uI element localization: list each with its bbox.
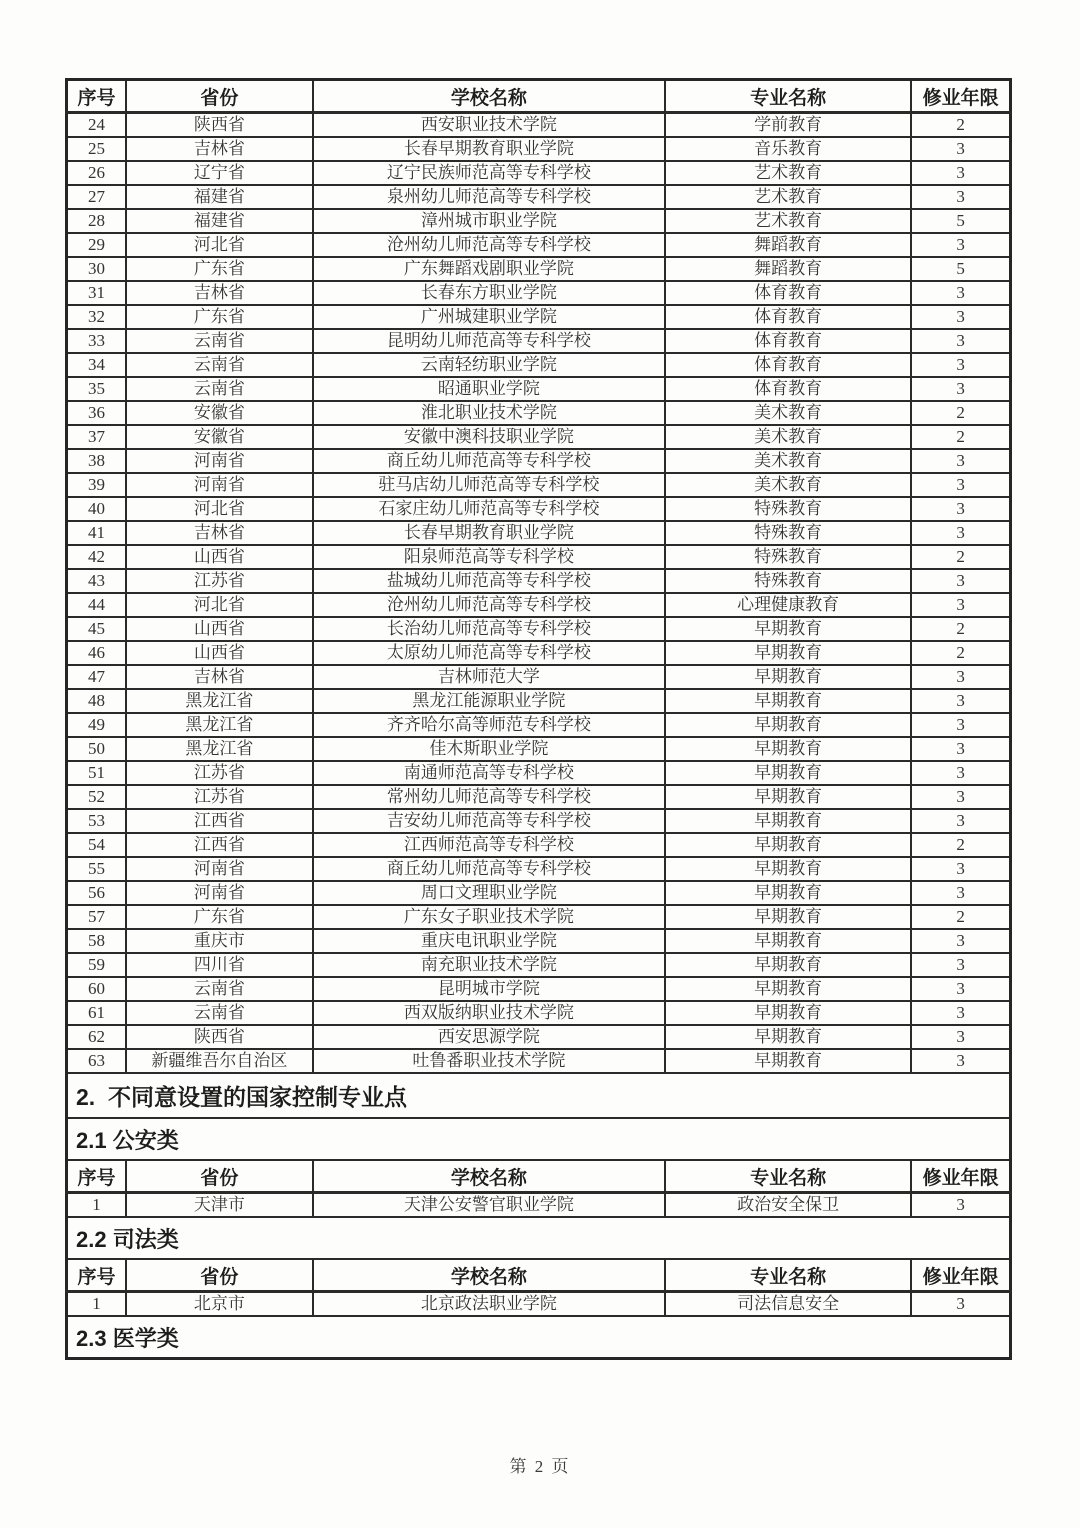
table-cell: 早期教育 (665, 785, 911, 809)
table-row (67, 161, 1011, 185)
table-cell: 3 (911, 137, 1010, 161)
table-row (67, 1292, 1011, 1317)
table-row (67, 665, 1011, 689)
table-cell: 心理健康教育 (665, 593, 911, 617)
table-cell: 美术教育 (665, 401, 911, 425)
table-cell: 黑龙江能源职业学院 (313, 689, 665, 713)
table-cell: 3 (911, 569, 1010, 593)
table-cell: 学前教育 (665, 113, 911, 138)
table-cell: 长春早期教育职业学院 (313, 137, 665, 161)
table-cell: 2 (911, 425, 1010, 449)
table-cell: 南通师范高等专科学校 (313, 761, 665, 785)
table-cell: 云南省 (126, 329, 313, 353)
table-cell: 早期教育 (665, 737, 911, 761)
table-cell: 3 (911, 737, 1010, 761)
table-cell: 35 (67, 377, 126, 401)
table-cell: 山西省 (126, 641, 313, 665)
table-cell: 早期教育 (665, 953, 911, 977)
table-cell: 3 (911, 809, 1010, 833)
table-cell: 早期教育 (665, 1025, 911, 1049)
table-cell: 特殊教育 (665, 521, 911, 545)
table-cell: 53 (67, 809, 126, 833)
section-rejected-row (67, 1073, 1011, 1118)
table-cell: 体育教育 (665, 305, 911, 329)
table-row (67, 1001, 1011, 1025)
table-row (67, 857, 1011, 881)
table-cell: 艺术教育 (665, 209, 911, 233)
table-cell: 重庆市 (126, 929, 313, 953)
table-cell: 2 (911, 641, 1010, 665)
table-cell: 3 (911, 161, 1010, 185)
table-cell: 3 (911, 929, 1010, 953)
table-row (67, 905, 1011, 929)
table-row (67, 1049, 1011, 1073)
col-header-major: 专业名称 (665, 80, 911, 113)
table-cell: 云南省 (126, 1001, 313, 1025)
table-cell: 56 (67, 881, 126, 905)
section-public-security-row (67, 1118, 1011, 1160)
table-cell: 早期教育 (665, 761, 911, 785)
public-security-header-row (67, 1160, 1011, 1193)
table-row (67, 233, 1011, 257)
table-cell: 河南省 (126, 449, 313, 473)
table-cell: 艺术教育 (665, 185, 911, 209)
table-cell: 天津市 (126, 1193, 313, 1218)
table-cell: 商丘幼儿师范高等专科学校 (313, 857, 665, 881)
table-cell: 54 (67, 833, 126, 857)
table-row (67, 785, 1011, 809)
col-header-province: 省份 (126, 1259, 313, 1292)
table-cell: 体育教育 (665, 377, 911, 401)
judicial-header-row (67, 1259, 1011, 1292)
col-header-duration: 修业年限 (911, 1160, 1010, 1193)
table-row (67, 425, 1011, 449)
table-row (67, 545, 1011, 569)
table-cell: 泉州幼儿师范高等专科学校 (313, 185, 665, 209)
table-cell: 黑龙江省 (126, 737, 313, 761)
section-public-security-title: 2.1 公安类 (67, 1118, 1011, 1160)
table-cell: 3 (911, 1292, 1010, 1317)
page-number: 第 2 页 (509, 1457, 571, 1476)
table-cell: 安徽省 (126, 425, 313, 449)
table-cell: 江苏省 (126, 785, 313, 809)
table-cell: 3 (911, 449, 1010, 473)
section-medical-title: 2.3 医学类 (67, 1316, 1011, 1359)
table-cell: 西安思源学院 (313, 1025, 665, 1049)
table-cell: 早期教育 (665, 905, 911, 929)
table-cell: 广东女子职业技术学院 (313, 905, 665, 929)
table-cell: 吉林省 (126, 521, 313, 545)
table-cell: 3 (911, 785, 1010, 809)
table-row (67, 1025, 1011, 1049)
table-cell: 1 (67, 1193, 126, 1218)
table-row (67, 473, 1011, 497)
table-cell: 昭通职业学院 (313, 377, 665, 401)
table-row (67, 497, 1011, 521)
table-row (67, 305, 1011, 329)
table-cell: 辽宁省 (126, 161, 313, 185)
table-cell: 3 (911, 977, 1010, 1001)
table-cell: 特殊教育 (665, 497, 911, 521)
table-cell: 31 (67, 281, 126, 305)
table-cell: 山西省 (126, 617, 313, 641)
table-cell: 吐鲁番职业技术学院 (313, 1049, 665, 1073)
table-cell: 福建省 (126, 209, 313, 233)
table-cell: 河南省 (126, 881, 313, 905)
table-cell: 39 (67, 473, 126, 497)
table-cell: 安徽中澳科技职业学院 (313, 425, 665, 449)
table-cell: 美术教育 (665, 449, 911, 473)
programs-table (65, 78, 1012, 1360)
approved-table-header-row (67, 80, 1011, 113)
table-cell: 24 (67, 113, 126, 138)
table-cell: 佳木斯职业学院 (313, 737, 665, 761)
table-cell: 辽宁民族师范高等专科学校 (313, 161, 665, 185)
table-row (67, 833, 1011, 857)
table-cell: 昆明城市学院 (313, 977, 665, 1001)
table-cell: 3 (911, 185, 1010, 209)
table-cell: 3 (911, 305, 1010, 329)
table-cell: 46 (67, 641, 126, 665)
table-row (67, 449, 1011, 473)
table-cell: 早期教育 (665, 929, 911, 953)
col-header-serial: 序号 (67, 80, 126, 113)
table-row (67, 209, 1011, 233)
table-cell: 3 (911, 1193, 1010, 1218)
table-row (67, 185, 1011, 209)
table-cell: 33 (67, 329, 126, 353)
table-cell: 30 (67, 257, 126, 281)
table-row (67, 593, 1011, 617)
col-header-school: 学校名称 (313, 80, 665, 113)
table-cell: 早期教育 (665, 857, 911, 881)
table-cell: 早期教育 (665, 881, 911, 905)
section-rejected-title: 2. 不同意设置的国家控制专业点 (67, 1073, 1011, 1118)
table-cell: 福建省 (126, 185, 313, 209)
table-cell: 5 (911, 209, 1010, 233)
table-cell: 长治幼儿师范高等专科学校 (313, 617, 665, 641)
col-header-duration: 修业年限 (911, 1259, 1010, 1292)
table-cell: 北京市 (126, 1292, 313, 1317)
table-cell: 3 (911, 329, 1010, 353)
table-cell: 27 (67, 185, 126, 209)
approved-programs-body (67, 113, 1011, 1074)
col-header-major: 专业名称 (665, 1160, 911, 1193)
table-row (67, 881, 1011, 905)
table-cell: 52 (67, 785, 126, 809)
table-cell: 淮北职业技术学院 (313, 401, 665, 425)
table-cell: 3 (911, 857, 1010, 881)
table-cell: 云南省 (126, 377, 313, 401)
table-cell: 驻马店幼儿师范高等专科学校 (313, 473, 665, 497)
col-header-school: 学校名称 (313, 1259, 665, 1292)
table-row (67, 929, 1011, 953)
table-cell: 特殊教育 (665, 545, 911, 569)
table-cell: 早期教育 (665, 665, 911, 689)
table-row (67, 617, 1011, 641)
table-cell: 漳州城市职业学院 (313, 209, 665, 233)
rejected-programs-section (67, 1073, 1011, 1359)
table-cell: 2 (911, 401, 1010, 425)
table-cell: 沧州幼儿师范高等专科学校 (313, 593, 665, 617)
table-cell: 阳泉师范高等专科学校 (313, 545, 665, 569)
table-cell: 常州幼儿师范高等专科学校 (313, 785, 665, 809)
table-cell: 29 (67, 233, 126, 257)
table-row (67, 521, 1011, 545)
table-cell: 周口文理职业学院 (313, 881, 665, 905)
table-cell: 早期教育 (665, 617, 911, 641)
table-row (67, 401, 1011, 425)
table-cell: 41 (67, 521, 126, 545)
table-cell: 3 (911, 665, 1010, 689)
table-cell: 55 (67, 857, 126, 881)
table-cell: 早期教育 (665, 809, 911, 833)
table-cell: 36 (67, 401, 126, 425)
section-medical-row (67, 1316, 1011, 1359)
table-cell: 早期教育 (665, 713, 911, 737)
table-cell: 长春东方职业学院 (313, 281, 665, 305)
table-row (67, 761, 1011, 785)
table-cell: 3 (911, 233, 1010, 257)
table-cell: 安徽省 (126, 401, 313, 425)
table-cell: 28 (67, 209, 126, 233)
table-cell: 49 (67, 713, 126, 737)
table-cell: 63 (67, 1049, 126, 1073)
table-cell: 3 (911, 521, 1010, 545)
table-cell: 云南轻纺职业学院 (313, 353, 665, 377)
table-cell: 河南省 (126, 857, 313, 881)
table-row (67, 569, 1011, 593)
table-cell: 早期教育 (665, 641, 911, 665)
table-cell: 体育教育 (665, 281, 911, 305)
table-cell: 60 (67, 977, 126, 1001)
table-cell: 3 (911, 1025, 1010, 1049)
col-header-serial: 序号 (67, 1160, 126, 1193)
table-row (67, 353, 1011, 377)
table-cell: 河北省 (126, 593, 313, 617)
document-content (65, 78, 1012, 1360)
table-cell: 3 (911, 689, 1010, 713)
table-cell: 早期教育 (665, 1049, 911, 1073)
table-cell: 2 (911, 113, 1010, 138)
table-cell: 3 (911, 377, 1010, 401)
table-cell: 重庆电讯职业学院 (313, 929, 665, 953)
table-cell: 政治安全保卫 (665, 1193, 911, 1218)
table-cell: 美术教育 (665, 473, 911, 497)
table-cell: 吉安幼儿师范高等专科学校 (313, 809, 665, 833)
table-row (67, 113, 1011, 138)
table-cell: 3 (911, 593, 1010, 617)
table-cell: 32 (67, 305, 126, 329)
table-cell: 陕西省 (126, 113, 313, 138)
table-cell: 3 (911, 497, 1010, 521)
table-cell: 59 (67, 953, 126, 977)
table-row (67, 977, 1011, 1001)
table-cell: 江苏省 (126, 761, 313, 785)
table-cell: 广东省 (126, 305, 313, 329)
table-cell: 2 (911, 545, 1010, 569)
table-cell: 3 (911, 881, 1010, 905)
table-cell: 舞蹈教育 (665, 257, 911, 281)
table-cell: 沧州幼儿师范高等专科学校 (313, 233, 665, 257)
table-cell: 3 (911, 713, 1010, 737)
table-cell: 艺术教育 (665, 161, 911, 185)
col-header-province: 省份 (126, 80, 313, 113)
table-cell: 吉林省 (126, 665, 313, 689)
table-cell: 盐城幼儿师范高等专科学校 (313, 569, 665, 593)
table-cell: 3 (911, 953, 1010, 977)
table-row (67, 737, 1011, 761)
table-cell: 司法信息安全 (665, 1292, 911, 1317)
table-cell: 江西省 (126, 809, 313, 833)
table-cell: 43 (67, 569, 126, 593)
table-cell: 黑龙江省 (126, 713, 313, 737)
table-cell: 体育教育 (665, 353, 911, 377)
table-cell: 特殊教育 (665, 569, 911, 593)
table-cell: 黑龙江省 (126, 689, 313, 713)
table-cell: 25 (67, 137, 126, 161)
table-cell: 河北省 (126, 497, 313, 521)
table-cell: 体育教育 (665, 329, 911, 353)
table-cell: 3 (911, 353, 1010, 377)
table-cell: 37 (67, 425, 126, 449)
table-cell: 江西省 (126, 833, 313, 857)
table-row (67, 689, 1011, 713)
table-cell: 3 (911, 281, 1010, 305)
table-cell: 吉林省 (126, 137, 313, 161)
table-row (67, 137, 1011, 161)
table-cell: 62 (67, 1025, 126, 1049)
table-cell: 新疆维吾尔自治区 (126, 1049, 313, 1073)
table-cell: 天津公安警官职业学院 (313, 1193, 665, 1218)
table-row (67, 713, 1011, 737)
table-row (67, 281, 1011, 305)
table-cell: 广东省 (126, 257, 313, 281)
table-row (67, 641, 1011, 665)
table-row (67, 329, 1011, 353)
table-cell: 61 (67, 1001, 126, 1025)
table-cell: 昆明幼儿师范高等专科学校 (313, 329, 665, 353)
table-cell: 50 (67, 737, 126, 761)
table-cell: 51 (67, 761, 126, 785)
col-header-school: 学校名称 (313, 1160, 665, 1193)
table-cell: 广州城建职业学院 (313, 305, 665, 329)
table-row (67, 953, 1011, 977)
table-cell: 44 (67, 593, 126, 617)
col-header-serial: 序号 (67, 1259, 126, 1292)
table-cell: 吉林省 (126, 281, 313, 305)
table-cell: 早期教育 (665, 689, 911, 713)
table-cell: 40 (67, 497, 126, 521)
table-cell: 云南省 (126, 977, 313, 1001)
table-row (67, 1193, 1011, 1218)
table-cell: 山西省 (126, 545, 313, 569)
table-cell: 广东舞蹈戏剧职业学院 (313, 257, 665, 281)
table-cell: 河北省 (126, 233, 313, 257)
table-cell: 石家庄幼儿师范高等专科学校 (313, 497, 665, 521)
table-row (67, 377, 1011, 401)
table-cell: 西安职业技术学院 (313, 113, 665, 138)
table-cell: 45 (67, 617, 126, 641)
table-cell: 美术教育 (665, 425, 911, 449)
table-cell: 3 (911, 1001, 1010, 1025)
table-cell: 3 (911, 761, 1010, 785)
table-cell: 江苏省 (126, 569, 313, 593)
table-cell: 47 (67, 665, 126, 689)
table-cell: 38 (67, 449, 126, 473)
table-cell: 四川省 (126, 953, 313, 977)
table-cell: 舞蹈教育 (665, 233, 911, 257)
table-cell: 太原幼儿师范高等专科学校 (313, 641, 665, 665)
table-cell: 吉林师范大学 (313, 665, 665, 689)
table-cell: 云南省 (126, 353, 313, 377)
table-cell: 南充职业技术学院 (313, 953, 665, 977)
table-cell: 5 (911, 257, 1010, 281)
section-judicial-title: 2.2 司法类 (67, 1217, 1011, 1259)
table-cell: 2 (911, 617, 1010, 641)
table-cell: 音乐教育 (665, 137, 911, 161)
table-cell: 34 (67, 353, 126, 377)
table-cell: 3 (911, 473, 1010, 497)
table-cell: 早期教育 (665, 833, 911, 857)
table-cell: 2 (911, 905, 1010, 929)
table-cell: 48 (67, 689, 126, 713)
table-cell: 早期教育 (665, 977, 911, 1001)
section-judicial-row (67, 1217, 1011, 1259)
table-cell: 57 (67, 905, 126, 929)
col-header-province: 省份 (126, 1160, 313, 1193)
table-row (67, 809, 1011, 833)
table-cell: 早期教育 (665, 1001, 911, 1025)
table-cell: 陕西省 (126, 1025, 313, 1049)
table-cell: 北京政法职业学院 (313, 1292, 665, 1317)
table-cell: 长春早期教育职业学院 (313, 521, 665, 545)
table-cell: 58 (67, 929, 126, 953)
table-cell: 3 (911, 1049, 1010, 1073)
table-cell: 齐齐哈尔高等师范专科学校 (313, 713, 665, 737)
table-cell: 河南省 (126, 473, 313, 497)
table-row (67, 257, 1011, 281)
table-cell: 26 (67, 161, 126, 185)
table-cell: 42 (67, 545, 126, 569)
table-cell: 广东省 (126, 905, 313, 929)
table-cell: 1 (67, 1292, 126, 1317)
table-cell: 江西师范高等专科学校 (313, 833, 665, 857)
col-header-major: 专业名称 (665, 1259, 911, 1292)
table-cell: 西双版纳职业技术学院 (313, 1001, 665, 1025)
table-cell: 2 (911, 833, 1010, 857)
table-cell: 商丘幼儿师范高等专科学校 (313, 449, 665, 473)
col-header-duration: 修业年限 (911, 80, 1010, 113)
